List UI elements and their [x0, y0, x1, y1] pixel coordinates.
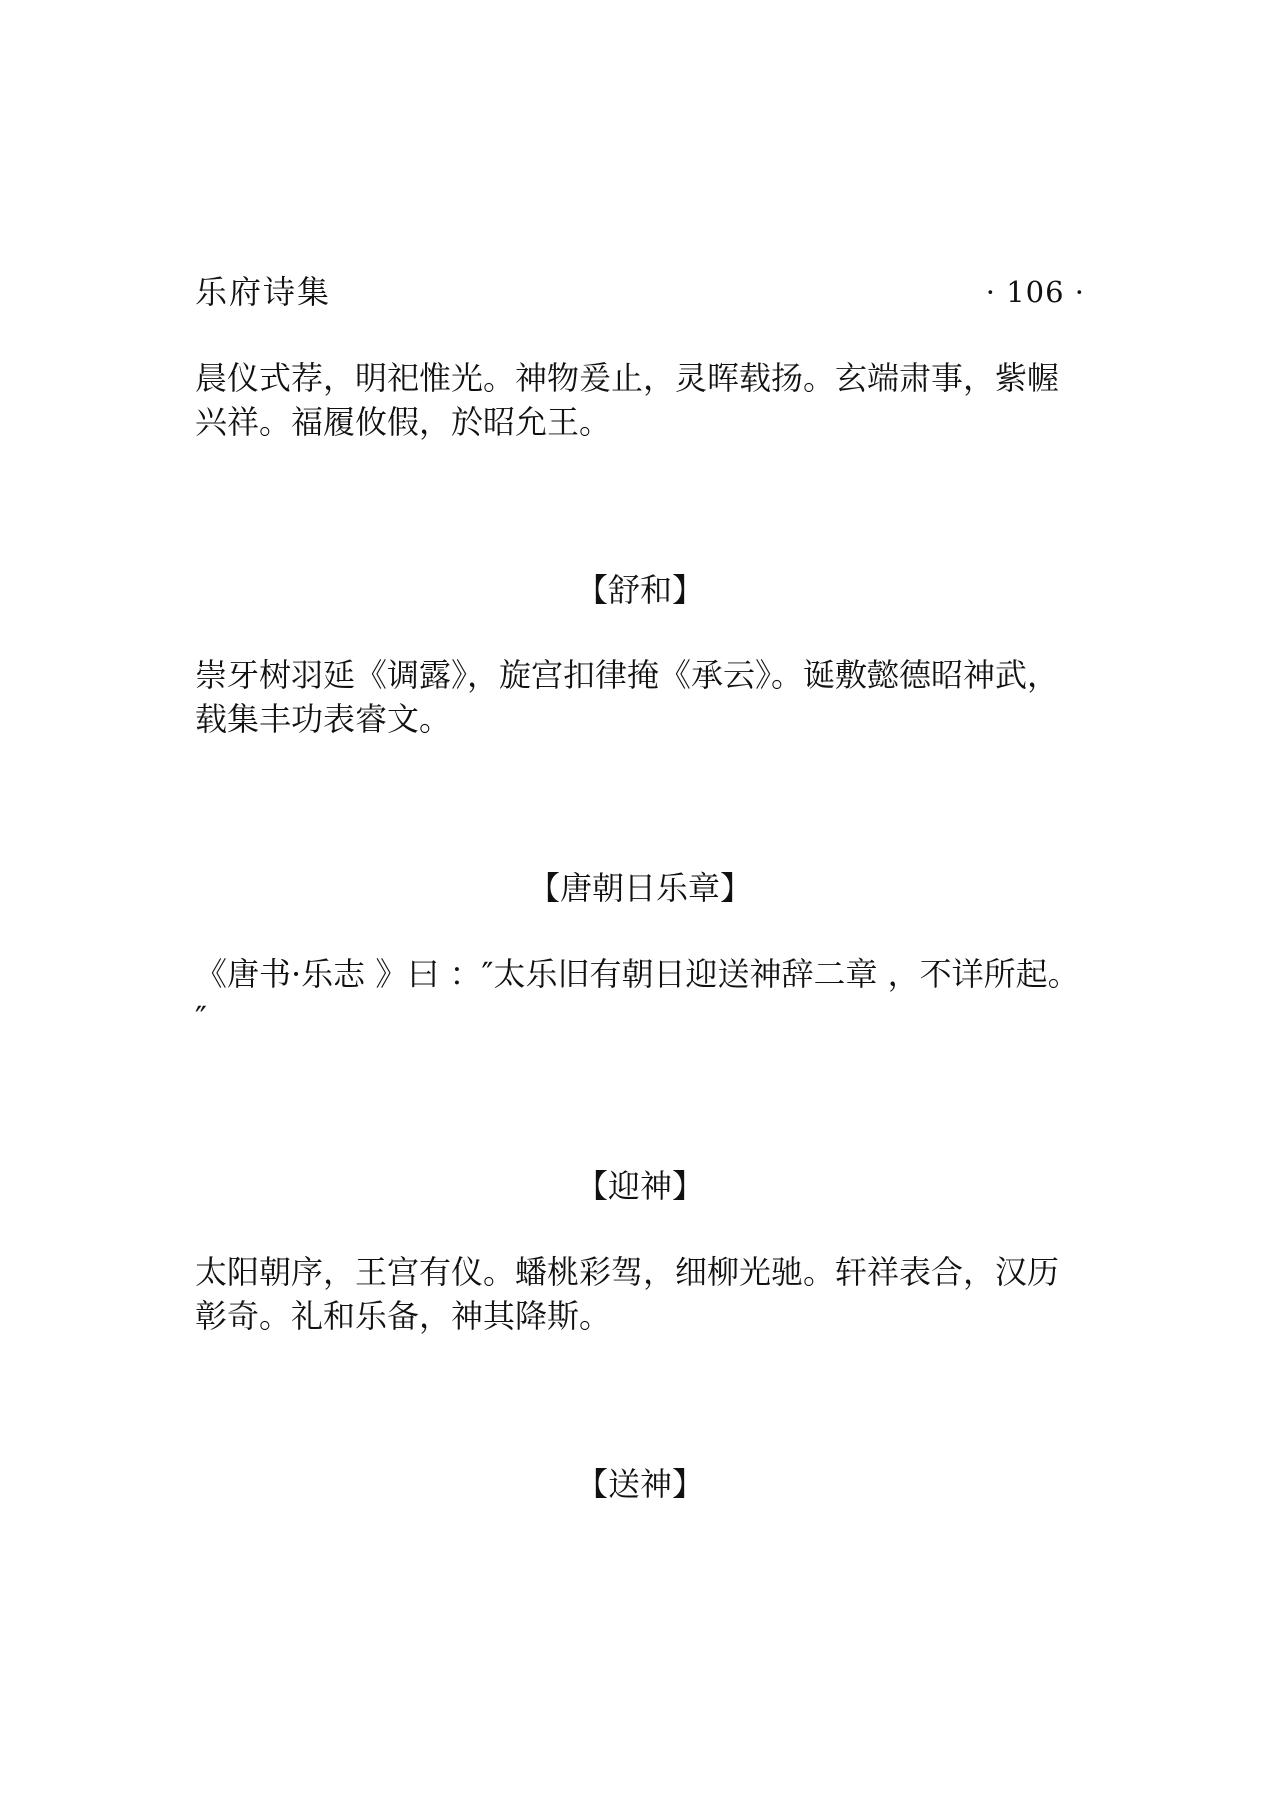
poem-paragraph-2	[195, 653, 1085, 741]
book-title: 乐府诗集	[195, 273, 332, 311]
section-heading-tang-chaori: 【唐朝日乐章】	[527, 869, 752, 907]
section-heading-yingshen: 【迎神】	[575, 1167, 704, 1205]
poem-paragraph-1	[195, 356, 1085, 444]
page-number: · 106 ·	[985, 275, 1085, 309]
poem-paragraph-4	[195, 1250, 1085, 1338]
section-heading-shuhe: 【舒和】	[575, 571, 704, 609]
note-paragraph-3	[195, 952, 1085, 1040]
paragraph-text: 《唐书·乐志 》曰 ：″太乐旧有朝日迎送神辞二章 ，不详所起。″	[195, 955, 1080, 1037]
paragraph-text: 崇牙树羽延《调露》，旋宫扣律掩《承云》。诞敷懿德昭神武，载集丰功表睿文。	[195, 656, 1060, 738]
paragraph-text: 太阳朝序，王宫有仪。蟠桃彩驾，细柳光驰。轩祥表合，汉历彰奇。礼和乐备，神其降斯。	[195, 1253, 1060, 1335]
section-heading-songshen: 【送神】	[575, 1465, 704, 1503]
page-header	[195, 270, 1085, 314]
paragraph-text: 晨仪式荐，明祀惟光。神物爰止，灵晖载扬。玄端肃事，紫幄兴祥。福履攸假，於昭允王。	[195, 359, 1060, 441]
